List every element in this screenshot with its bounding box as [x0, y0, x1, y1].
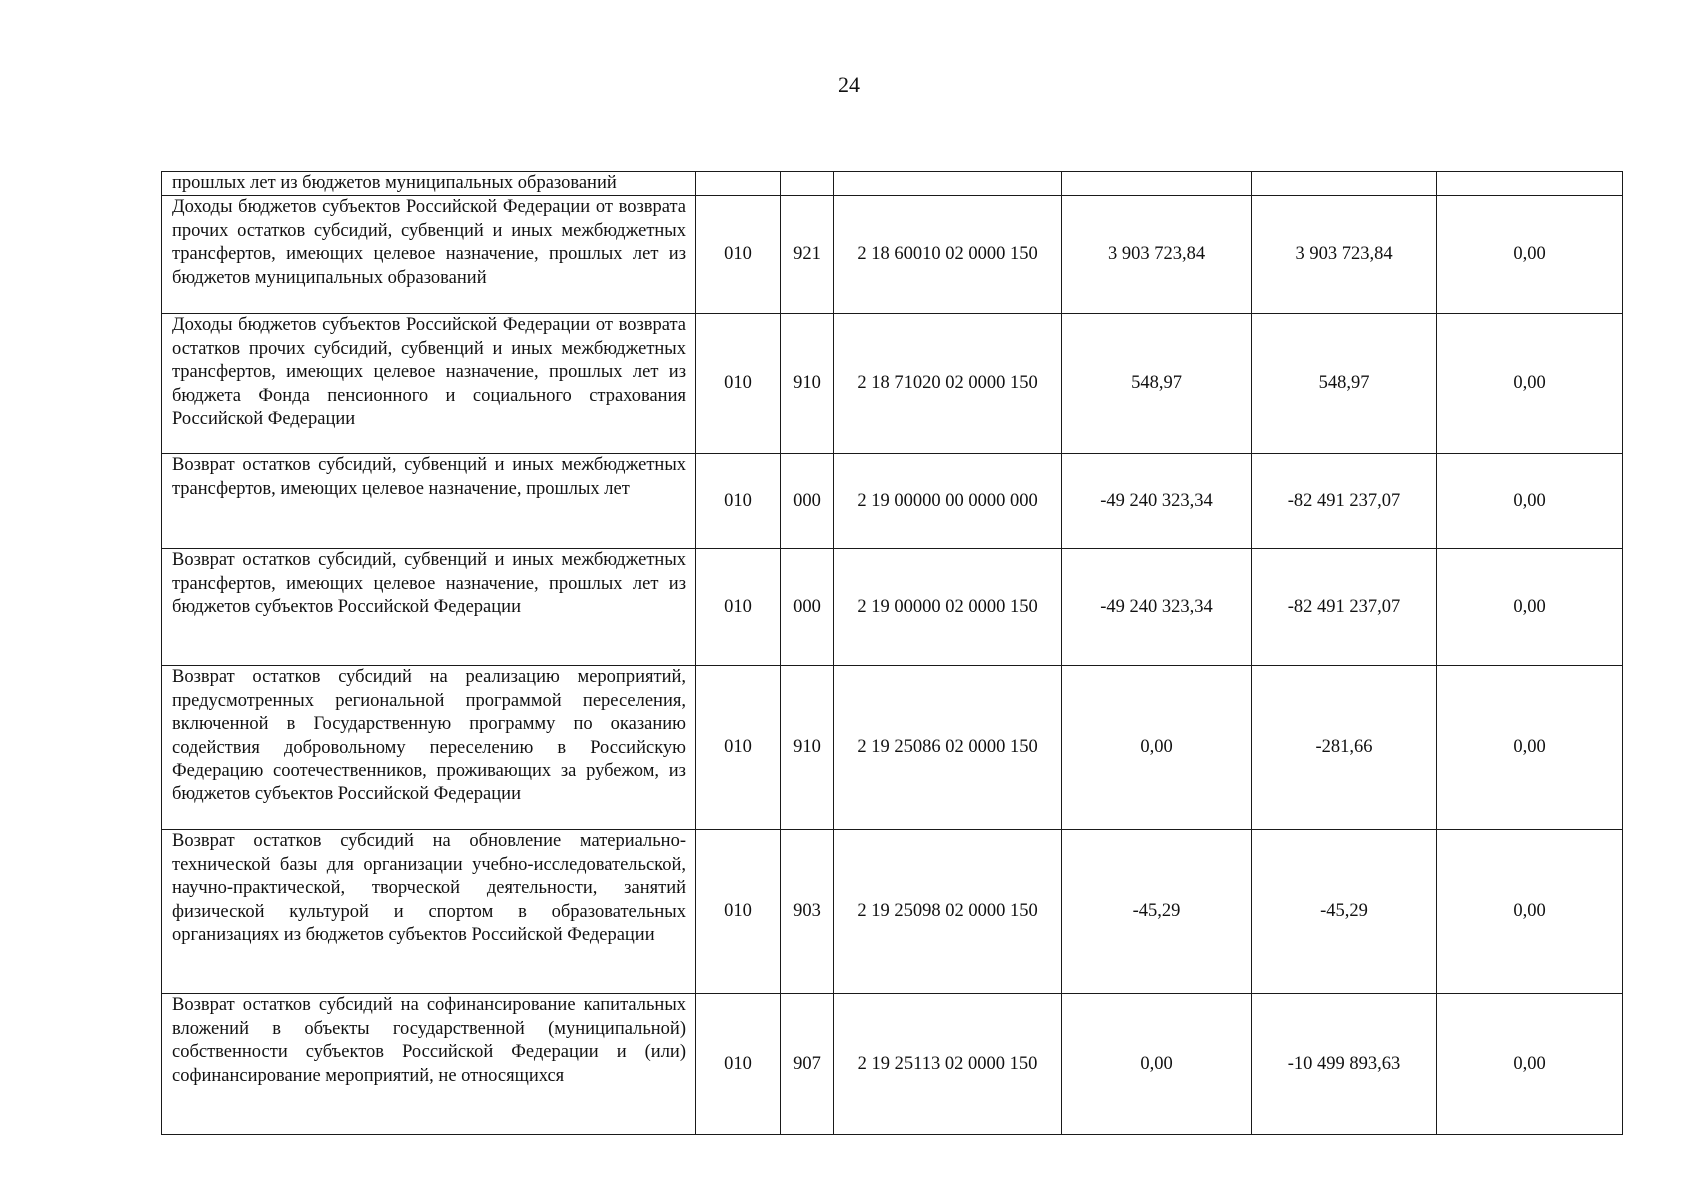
row-value-2: -281,66 — [1252, 666, 1437, 830]
row-chapter-code: 000 — [781, 454, 834, 549]
row-description: Возврат остатков субсидий на реализацию мероприятий, предусмотренных региональной программой переселения, включенной в Государственную программу по оказанию содействия добровольному переселению в Российскую Федерацию соотечественников, проживающих за рубежом, из бюджетов субъектов Российской Федерации — [162, 666, 696, 830]
row-admin-code — [696, 172, 781, 196]
table-row — [162, 454, 1623, 549]
row-description: Доходы бюджетов субъектов Российской Федерации от возврата прочих остатков субсидий, субвенций и иных межбюджетных трансфертов, имеющих целевое назначение, прошлых лет из бюджетов муниципальных образований — [162, 196, 696, 314]
row-classification-code: 2 19 25113 02 0000 150 — [834, 994, 1062, 1135]
row-value-1: -45,29 — [1062, 830, 1252, 994]
row-description: Возврат остатков субсидий, субвенций и иных межбюджетных трансфертов, имеющих целевое назначение, прошлых лет — [162, 454, 696, 549]
row-description: Возврат остатков субсидий, субвенций и иных межбюджетных трансфертов, имеющих целевое назначение, прошлых лет из бюджетов субъектов Российской Федерации — [162, 549, 696, 666]
row-classification-code: 2 19 00000 00 0000 000 — [834, 454, 1062, 549]
row-value-1: -49 240 323,34 — [1062, 549, 1252, 666]
row-classification-code: 2 19 25086 02 0000 150 — [834, 666, 1062, 830]
table-row — [162, 172, 1623, 196]
row-description: Возврат остатков субсидий на обновление материально-технической базы для организации учебно-исследовательской, научно-практической, творческой деятельности, занятий физической культурой и спортом в образовательных организациях из бюджетов субъектов Российской Федерации — [162, 830, 696, 994]
row-value-1: 548,97 — [1062, 314, 1252, 454]
row-value-3: 0,00 — [1437, 454, 1623, 549]
row-chapter-code: 910 — [781, 314, 834, 454]
row-value-2: 548,97 — [1252, 314, 1437, 454]
row-admin-code: 010 — [696, 994, 781, 1135]
row-admin-code: 010 — [696, 454, 781, 549]
row-chapter-code: 910 — [781, 666, 834, 830]
row-value-2: -82 491 237,07 — [1252, 454, 1437, 549]
row-value-3: 0,00 — [1437, 196, 1623, 314]
row-value-1: 0,00 — [1062, 994, 1252, 1135]
row-value-2: -45,29 — [1252, 830, 1437, 994]
table-row — [162, 196, 1623, 314]
row-chapter-code: 907 — [781, 994, 834, 1135]
row-chapter-code — [781, 172, 834, 196]
row-value-3: 0,00 — [1437, 666, 1623, 830]
row-value-3 — [1437, 172, 1623, 196]
row-description: прошлых лет из бюджетов муниципальных образований — [162, 172, 696, 196]
row-admin-code: 010 — [696, 830, 781, 994]
row-description: Возврат остатков субсидий на софинансирование капитальных вложений в объекты государственной (муниципальной) собственности субъектов Российской Федерации и (или) софинансирование мероприятий, не относящихся — [162, 994, 696, 1135]
row-value-1 — [1062, 172, 1252, 196]
row-classification-code: 2 19 00000 02 0000 150 — [834, 549, 1062, 666]
table-row — [162, 666, 1623, 830]
row-value-3: 0,00 — [1437, 830, 1623, 994]
row-classification-code — [834, 172, 1062, 196]
row-value-1: 3 903 723,84 — [1062, 196, 1252, 314]
row-admin-code: 010 — [696, 666, 781, 830]
table-row — [162, 994, 1623, 1135]
row-classification-code: 2 18 71020 02 0000 150 — [834, 314, 1062, 454]
table-row — [162, 830, 1623, 994]
row-value-2: -10 499 893,63 — [1252, 994, 1437, 1135]
row-chapter-code: 903 — [781, 830, 834, 994]
row-admin-code: 010 — [696, 196, 781, 314]
row-value-1: 0,00 — [1062, 666, 1252, 830]
row-chapter-code: 000 — [781, 549, 834, 666]
row-value-2: -82 491 237,07 — [1252, 549, 1437, 666]
row-value-1: -49 240 323,34 — [1062, 454, 1252, 549]
row-admin-code: 010 — [696, 314, 781, 454]
row-classification-code: 2 18 60010 02 0000 150 — [834, 196, 1062, 314]
row-description: Доходы бюджетов субъектов Российской Федерации от возврата остатков прочих субсидий, субвенций и иных межбюджетных трансфертов, имеющих целевое назначение, прошлых лет из бюджета Фонда пенсионного и социального страхования Российской Федерации — [162, 314, 696, 454]
row-value-3: 0,00 — [1437, 549, 1623, 666]
row-value-2: 3 903 723,84 — [1252, 196, 1437, 314]
page-number: 24 — [838, 72, 860, 97]
row-value-3: 0,00 — [1437, 314, 1623, 454]
table-row — [162, 549, 1623, 666]
row-chapter-code: 921 — [781, 196, 834, 314]
budget-revenue-table — [161, 171, 1623, 1135]
table-row — [162, 314, 1623, 454]
row-admin-code: 010 — [696, 549, 781, 666]
row-value-2 — [1252, 172, 1437, 196]
row-value-3: 0,00 — [1437, 994, 1623, 1135]
row-classification-code: 2 19 25098 02 0000 150 — [834, 830, 1062, 994]
